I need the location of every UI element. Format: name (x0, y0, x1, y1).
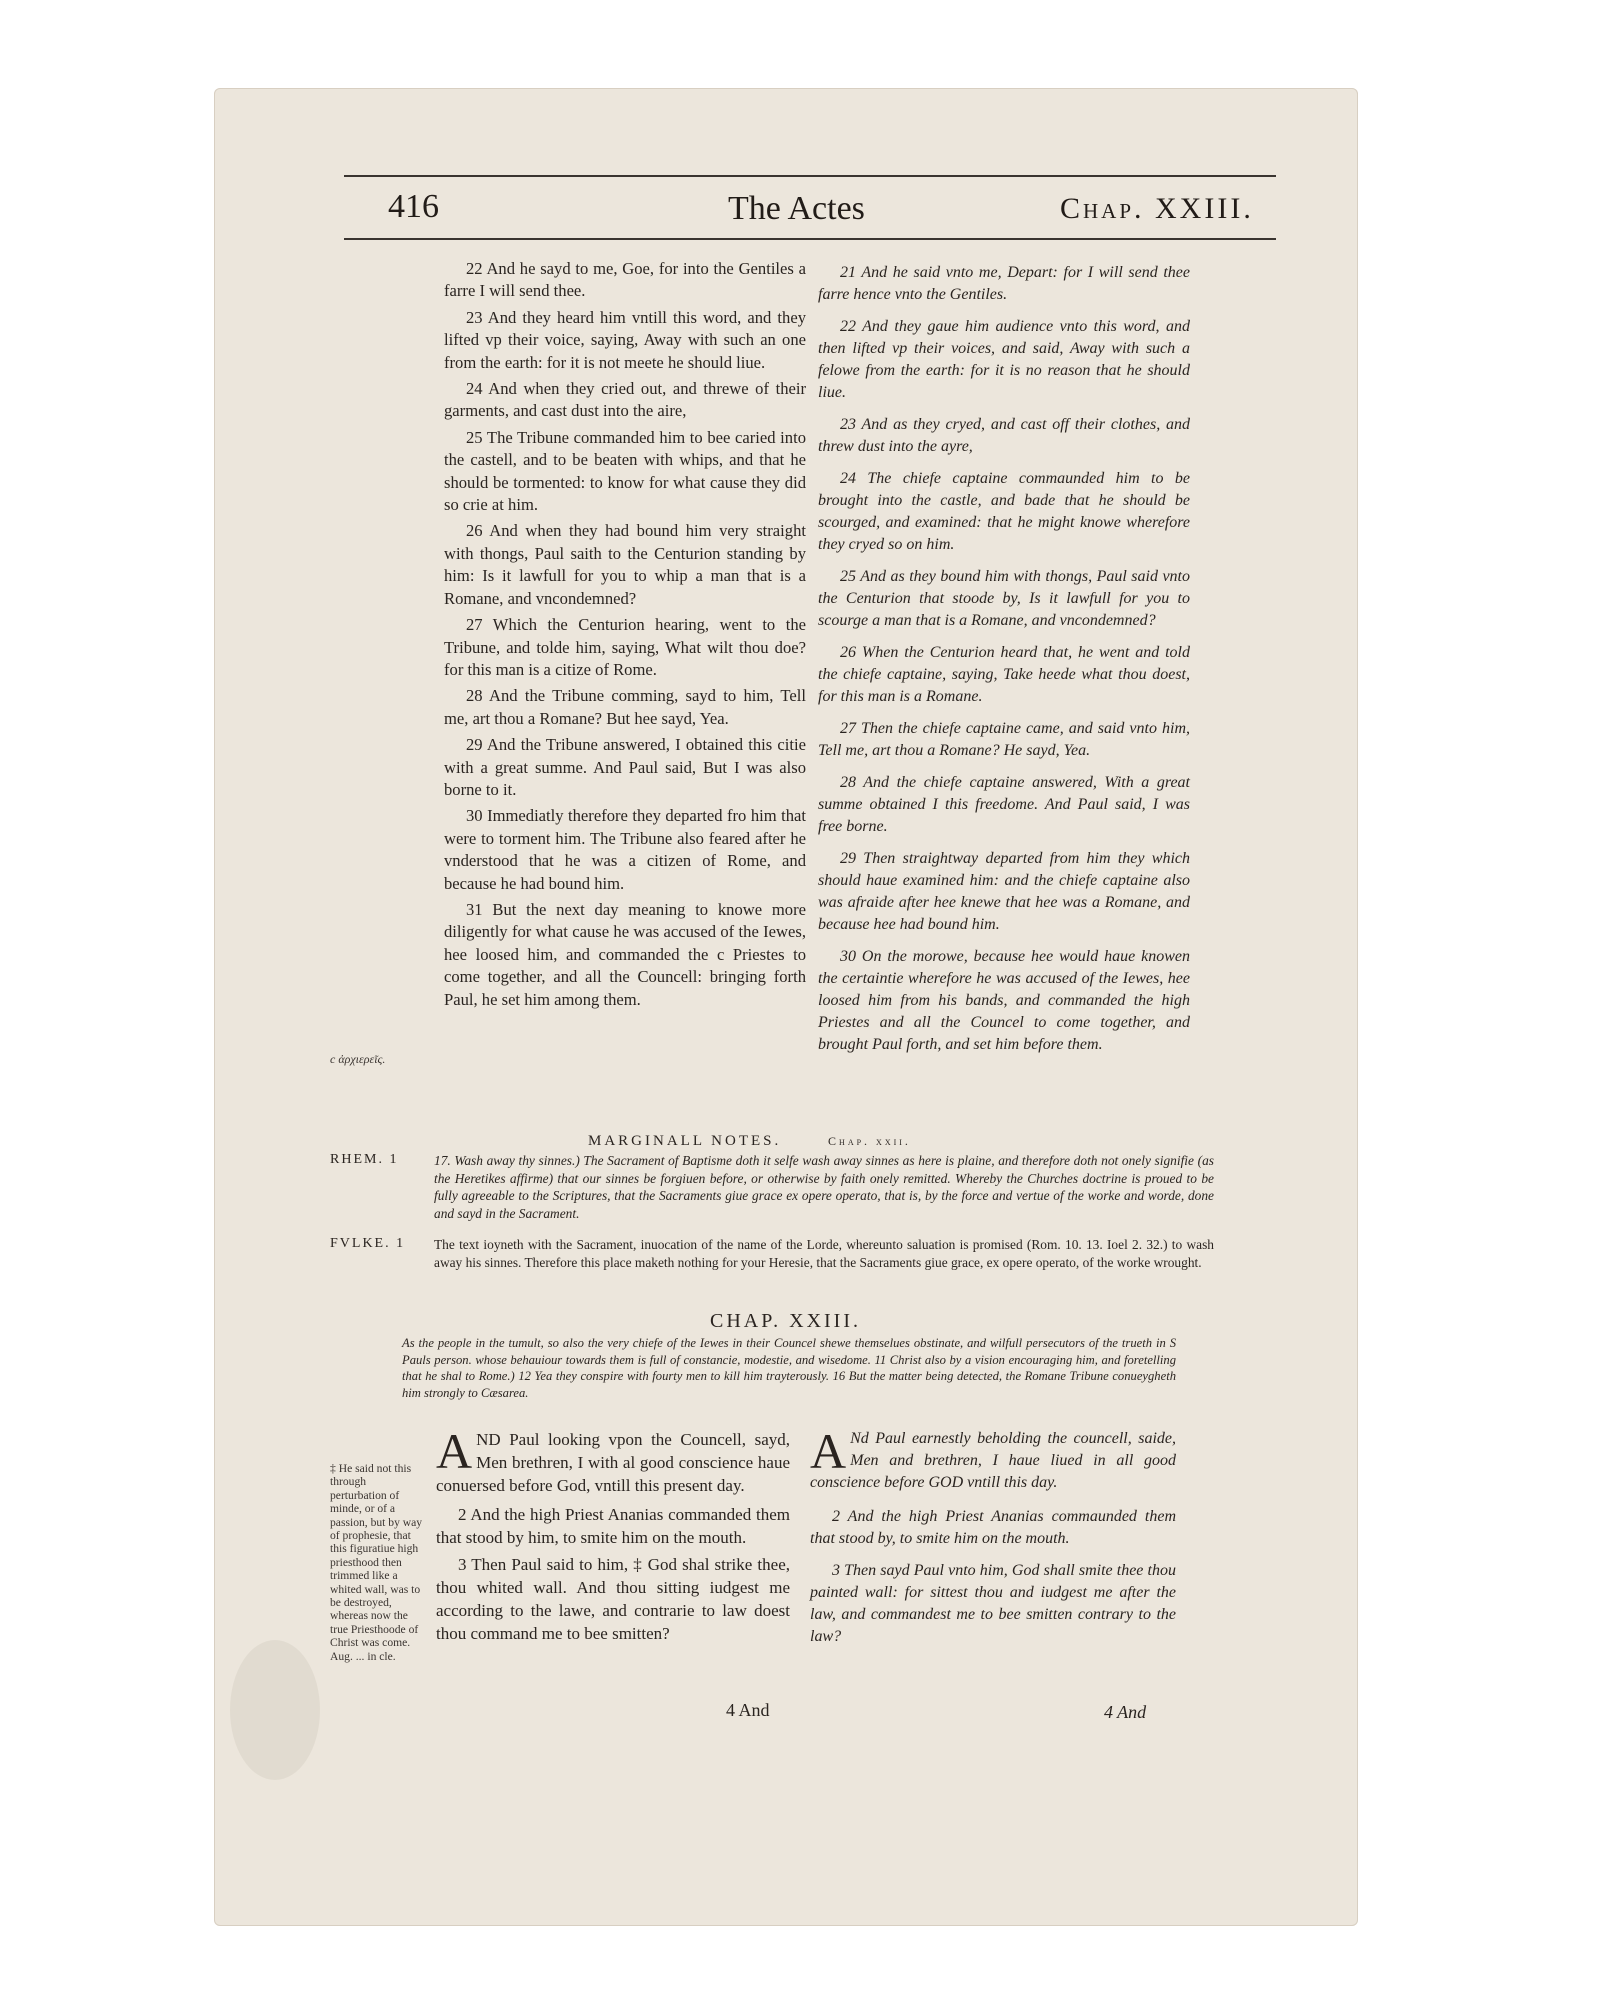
verse: 30 On the morowe, because hee would haue knowen the certaintie wherefore he was accused of the Iewes, hee loosed him from his bands, and commanded the high Priestes and all the Councel to come together, and brought Paul forth, and set him before them. (818, 948, 1190, 1053)
rhem-note: 17. Wash away thy sinnes.) The Sacrament of Baptisme doth it selfe wash away sinnes as here is plaine, and therefore doth not onely signifie (as the Heretikes affirme) that our sinnes be forgiuen before, or otherwise by faith onely remitted. Whereby the Churches doctrine is proued to be fully agreeable to the Scriptures, that the Sacraments giue grace ex opere operato, that is, by the force and vertue of the worke and worde, done and sayd in the Sacrament. (434, 1153, 1214, 1221)
chapter-heading: Chap. XXIII. (1060, 192, 1254, 225)
marginall-notes-heading: MARGINALL NOTES. (588, 1133, 782, 1149)
right-column-bishops (818, 262, 1190, 1066)
verse: 26 And when they had bound him very straight with thongs, Paul saith to the Centurion standing by him: Is it lawfull for you to whip a man that is a Romane, and vncondemned? (444, 521, 806, 608)
verse: 2 And the high Priest Ananias commaunded them that stood by, to smite him on the mouth. (810, 1508, 1176, 1547)
chapter-argument: As the people in the tumult, so also the very chiefe of the Iewes in their Councel shewe themselues obstinate, and wilfull persecutors of the trueth in S Pauls person. whose behauiour towards them is full of constancie, modestie, and wisedome. 11 Christ also by a vision encouraging him, and foretelling that he shal to Rome.) 12 Yea they conspire with fourty men to kill him trayterously. 16 But the matter being detected, the Romane Tribune conueygheth him strongly to Cæsarea. (402, 1336, 1176, 1400)
margin-greek-note: c ἀρχιερεῖς. (330, 1052, 386, 1066)
page-number: 416 (388, 188, 439, 225)
side-note: ‡ He said not this through perturbation of minde, or of a passion, but by way of prophesie, that this figuratiue high priesthood then trimmed like a whited wall, was to be destroyed, whereas now the true Priesthoode of Christ was come. Aug. ... in cle. (330, 1462, 423, 1663)
verse: 2 And the high Priest Ananias commanded them that stood by him, to smite him on the mouth. (436, 1505, 790, 1547)
verse: 31 But the next day meaning to knowe more diligently for what cause he was accused of the Iewes, hee loosed him, and commanded the c Priestes to come together, and all the Councell: bringing forth Paul, he set him among them. (444, 899, 806, 1009)
left-column-lower (436, 1423, 790, 1649)
verse: 27 Then the chiefe captaine came, and said vnto him, Tell me, art thou a Romane? He sayd, Yea. (818, 720, 1190, 759)
verse: 26 When the Centurion heard that, he went and told the chiefe captaine, saying, Take heede what thou doest, for this man is a Romane. (818, 644, 1190, 705)
verse: 29 Then straightway departed from him they which should haue examined him: and the chiefe captaine also was afraide after hee knewe that hee was a Romane, and because hee had bound him. (818, 850, 1190, 933)
verse-1 (436, 1423, 790, 1497)
catchword-right: 4 And (1104, 1702, 1147, 1722)
fylke-note: The text ioyneth with the Sacrament, inuocation of the name of the Lorde, whereunto saluation is promised (Rom. 10. 13. Ioel 2. 32.) to wash away his sinnes. Therefore this place maketh nothing for your Heresie, that the Sacraments giue grace, ex opere operato, of the worke wrought. (434, 1237, 1214, 1270)
verse-text: Nd Paul earnestly beholding the councell, saide, Men and brethren, I haue liued in all good conscience before GOD vntill this day. (810, 1430, 1176, 1491)
verse-1 (810, 1423, 1176, 1494)
verse: 30 Immediatly therefore they departed fro him that were to torment him. The Tribune also feared after he vnderstood that he was a citizen of Rome, and because he had bound him. (444, 806, 806, 893)
header-rule-top (344, 175, 1276, 177)
verse: 21 And he said vnto me, Depart: for I will send thee farre hence vnto the Gentiles. (818, 264, 1190, 303)
verse: 25 And as they bound him with thongs, Paul said vnto the Centurion that stoode by, Is it lawfull for you to scourge a man that is a Romane, and vncondemned? (818, 568, 1190, 629)
running-title: The Actes (728, 190, 865, 227)
dropcap-a: A (810, 1423, 847, 1479)
verse: 23 And they heard him vntill this word, and they lifted vp their voice, saying, Away with such an one from the earth: for it is not meete he should liue. (444, 307, 806, 372)
marginall-notes-title (588, 1133, 911, 1150)
verse-text: ND Paul looking vpon the Councell, sayd, Men brethren, I with al good conscience haue conuersed before God, vntill this present day. (436, 1430, 790, 1495)
right-column-lower (810, 1423, 1176, 1658)
verse: 28 And the chiefe captaine answered, With a great summe obtained I this freedome. And Paul said, I was free borne. (818, 774, 1190, 835)
verse: 24 The chiefe captaine commaunded him to be brought into the castle, and bade that he should be scourged, and examined: that he might knowe wherefore they cryed so on him. (818, 470, 1190, 553)
left-column-rheims (444, 258, 806, 1015)
catchword-left: 4 And (726, 1700, 770, 1720)
verse: 22 And he sayd to me, Goe, for into the Gentiles a farre I will send thee. (444, 259, 806, 301)
verse: 23 And as they cryed, and cast off their clothes, and threw dust into the ayre, (818, 416, 1190, 455)
verse: 29 And the Tribune answered, I obtained this citie with a great summe. And Paul said, But I was also borne to it. (444, 735, 806, 799)
rhem-label: RHEM. 1 (330, 1152, 399, 1167)
verse: 24 And when they cried out, and threwe of their garments, and cast dust into the aire, (444, 379, 806, 421)
header-rule-bottom (344, 238, 1276, 240)
fylke-label: FVLKE. 1 (330, 1236, 406, 1251)
marginall-notes-chap: Chap. xxii. (828, 1134, 911, 1148)
verse: 22 And they gaue him audience vnto this word, and then lifted vp their voices, and said, Away with such a felowe from the earth: for it is no reason that he should liue. (818, 318, 1190, 401)
verse: 3 Then sayd Paul vnto him, God shall smite thee thou painted wall: for sittest thou and iudgest me after the law, and commandest me to bee smitten contrary to the law? (810, 1562, 1176, 1645)
verse: 28 And the Tribune comming, sayd to him, Tell me, art thou a Romane? But hee sayd, Yea. (444, 686, 806, 728)
verse: 27 Which the Centurion hearing, went to the Tribune, and tolde him, saying, What wilt thou doe? for this man is a citize of Rome. (444, 615, 806, 679)
verse: 25 The Tribune commanded him to bee caried into the castell, and to be beaten with whips, and that he should be tormented: to know for what cause they did so crie at him. (444, 427, 806, 515)
dropcap-a: A (436, 1423, 473, 1479)
page-stain (230, 1640, 320, 1780)
verse: 3 Then Paul said to him, ‡ God shal strike thee, thou whited wall. And thou sitting iudgest me according to the lawe, and contrarie to law doest thou command me to bee smitten? (436, 1555, 790, 1643)
chapter-title: CHAP. XXIII. (710, 1310, 861, 1332)
